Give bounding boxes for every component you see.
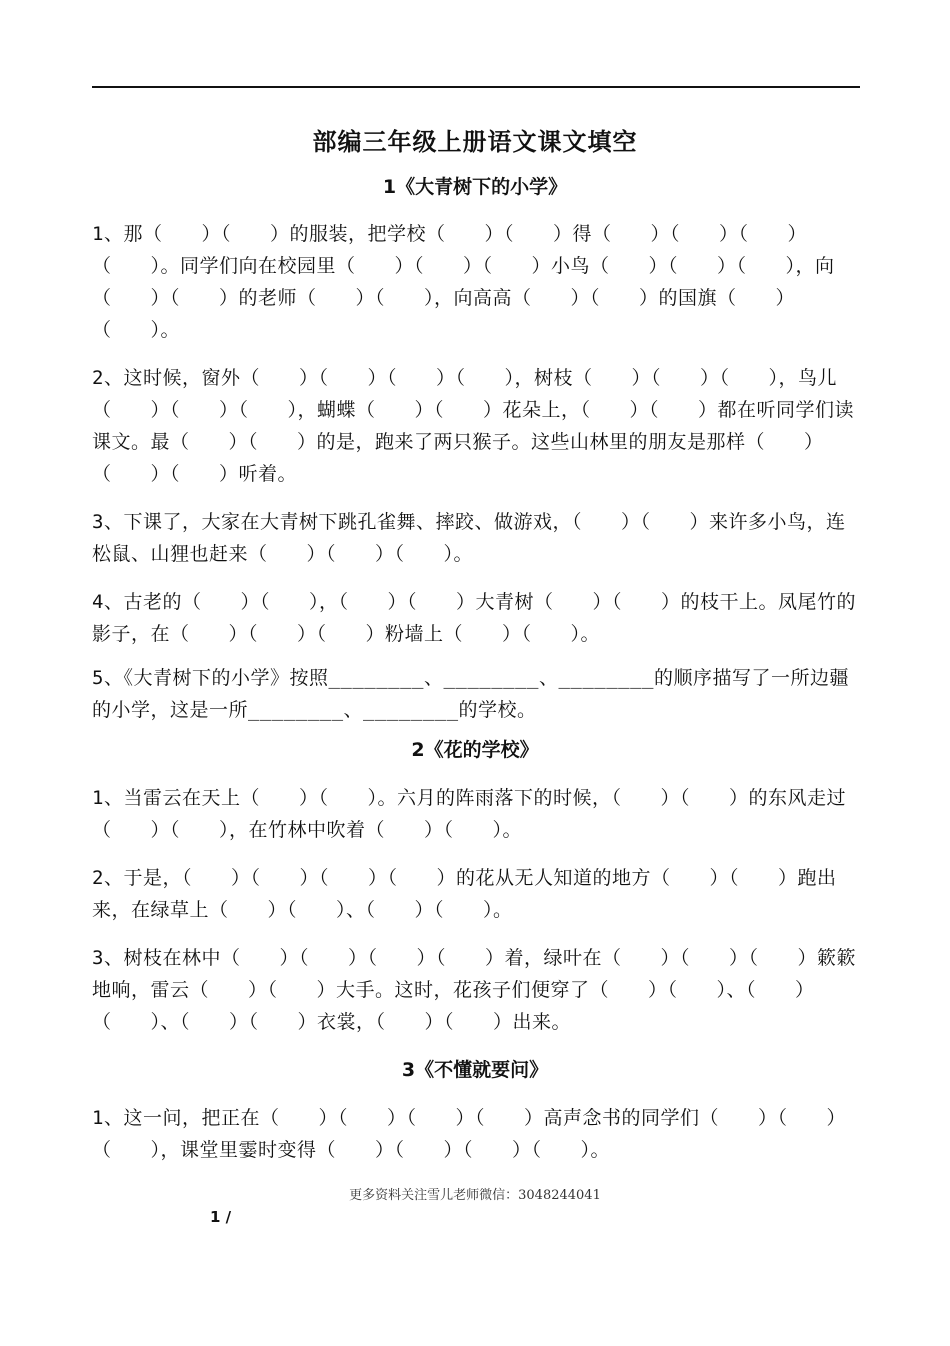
fill-blank-item: 1、那（ ）（ ）的服装，把学校（ ）（ ）得（ ）（ ）（ ）（ ）。同学们向在校园里（ ）（ ）（ ）小鸟（ ）（ ）（ ），向（ ）（ ）的老师（ ）（ ），向高高（ ）（ ）的国旗（ ）（ ）。 bbox=[92, 223, 835, 341]
header-rule bbox=[92, 86, 860, 88]
fill-blank-item: 1、这一问，把正在（ ）（ ）（ ）（ ）高声念书的同学们（ ）（ ）（ ），课堂里霎时变得（ ）（ ）（ ）（ ）。 bbox=[92, 1107, 846, 1161]
section-3 bbox=[92, 1057, 858, 1083]
section-1-item-1 bbox=[92, 218, 858, 346]
fill-blank-item: 2、于是，（ ）（ ）（ ）（ ）的花从无人知道的地方（ ）（ ）跑出来，在绿草上（ ）（ ）、（ ）（ ）。 bbox=[92, 867, 837, 921]
section-title: 2《花的学校》 bbox=[411, 739, 539, 761]
fill-blank-item: 3、树枝在林中（ ）（ ）（ ）（ ）着，绿叶在（ ）（ ）（ ）簌簌地响，雷云（ ）（ ）大手。这时，花孩子们便穿了（ ）（ ）、（ ）（ ）、（ ）（ ）衣裳，（ ）（ ）出来。 bbox=[92, 947, 856, 1033]
section-1-item-4 bbox=[92, 586, 858, 650]
section-1 bbox=[92, 174, 858, 200]
section-title: 3《不懂就要问》 bbox=[401, 1059, 549, 1081]
section-1-item-2 bbox=[92, 362, 858, 490]
section-2-item-1 bbox=[92, 782, 858, 846]
document-title: 部编三年级上册语文课文填空 bbox=[312, 127, 638, 156]
section-1-item-3 bbox=[92, 506, 858, 570]
section-2-item-3 bbox=[92, 942, 858, 1038]
section-3-item-1 bbox=[92, 1102, 858, 1166]
section-2 bbox=[92, 737, 858, 763]
section-1-item-5 bbox=[92, 662, 858, 726]
fill-blank-item: 5、《大青树下的小学》按照________、________、________的顺序描写了一所边疆的小学，这是一所________、________的学校。 bbox=[92, 667, 849, 721]
fill-blank-item: 3、下课了，大家在大青树下跳孔雀舞、摔跤、做游戏，（ ）（ ）来许多小鸟，连松鼠、山狸也赶来（ ）（ ）（ ）。 bbox=[92, 511, 846, 565]
fill-blank-item: 1、当雷云在天上（ ）（ ）。六月的阵雨落下的时候，（ ）（ ）的东风走过（ ）（ ），在竹林中吹着（ ）（ ）。 bbox=[92, 787, 846, 841]
footer-note: 更多资料关注雪儿老师微信：3048244041 bbox=[349, 1188, 601, 1203]
page-number: 1 / bbox=[210, 1208, 232, 1226]
fill-blank-item: 4、古老的（ ）（ ），（ ）（ ）大青树（ ）（ ）的枝干上。凤尾竹的影子，在（ ）（ ）（ ）粉墙上（ ）（ ）。 bbox=[92, 591, 856, 645]
fill-blank-item: 2、这时候，窗外（ ）（ ）（ ）（ ），树枝（ ）（ ）（ ），鸟儿（ ）（ ）（ ），蝴蝶（ ）（ ）花朵上，（ ）（ ）都在听同学们读课文。最（ ）（ ）的是，跑来了两只猴子。这些山林里的朋友是那样（ ）（ ）（ ）听着。 bbox=[92, 367, 855, 485]
section-title: 1《大青树下的小学》 bbox=[382, 176, 568, 198]
section-2-item-2 bbox=[92, 862, 858, 926]
